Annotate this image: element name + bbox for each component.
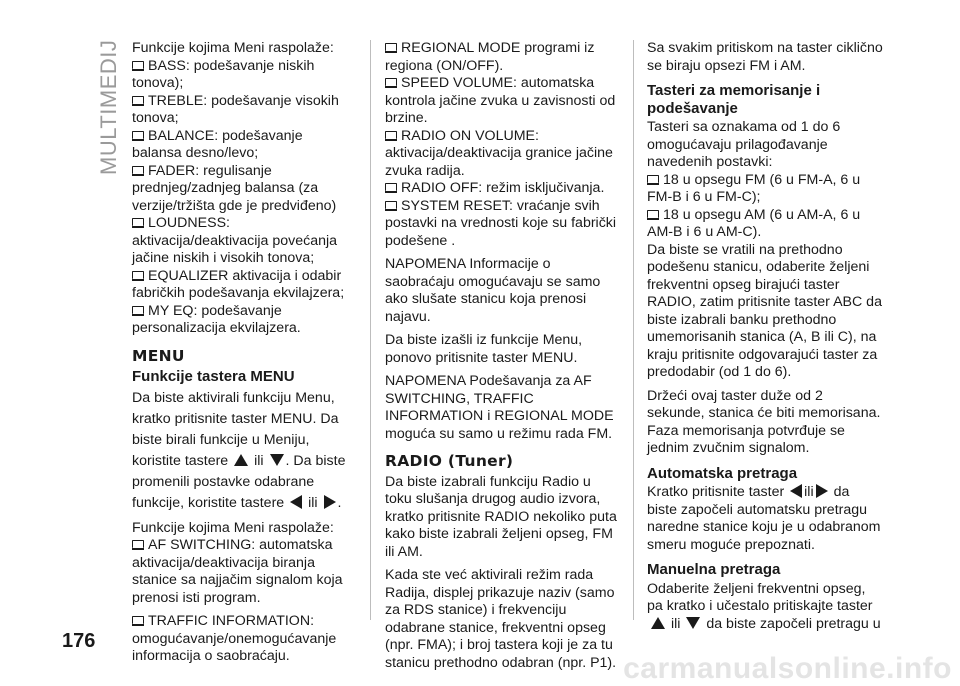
menu-subheading: Funkcije tastera MENU <box>132 368 295 385</box>
memory-paragraph: Držeći ovaj taster duže od 2 sekunde, stanica će biti memorisana. Faza memorisanja potvrđuje se jednim zvučnim signalom. <box>647 387 881 456</box>
list-item: LOUDNESS: aktivacija/deaktivacija povećanja jačine niskih i visokih tonova; <box>132 215 338 266</box>
bullet-icon <box>132 61 144 69</box>
column-divider <box>633 40 634 620</box>
bullet-icon <box>385 78 397 86</box>
menu-paragraph: Da biste aktivirali funkciju Menu, kratko pritisnite taster MENU. Da biste birali funkcije u Meniju, koristite tastere ili . Da biste promenili postavke odabrane funkcije, koristite tastere ili . <box>132 389 346 511</box>
column-divider <box>370 40 371 620</box>
list-item: EQUALIZER aktivacija i odabir fabričkih podešavanja ekvilajzera; <box>132 267 345 301</box>
arrow-up-icon <box>651 617 665 629</box>
column-3 <box>647 40 883 639</box>
intro-text: Funkcije kojima Meni raspolaže: <box>132 40 334 56</box>
memory-heading: Tasteri za memorisanje i podešavanje <box>647 82 821 117</box>
list-item: BALANCE: podešavanje balansa desno/levo; <box>132 127 303 161</box>
band-paragraph: Sa svakim pritiskom na taster ciklično se biraju opsezi FM i AM. <box>647 40 883 74</box>
bullet-icon <box>132 540 144 548</box>
list-item: 18 u opsegu FM (6 u FM-A, 6 u FM-B i 6 u FM-C); <box>647 171 861 205</box>
section-title: MULTIMEDIJ <box>96 40 121 176</box>
list-item: SYSTEM RESET: vraćanje svih postavki na vrednosti koje su fabrički podešene . <box>385 197 617 249</box>
bullet-icon <box>385 201 397 209</box>
radio-paragraph: Kada ste već aktivirali režim rada Radija, displej prikazuje naziv (samo za RDS stanice) i frekvenciju odabrane stanice, frekventni opseg (npr. FMA); i broj tastera koji je za tu stanicu prethodno odabran (npr. P1). <box>385 567 617 671</box>
arrow-left-icon <box>790 484 802 498</box>
watermark: carmanualsonline.info <box>623 652 952 685</box>
page-number: 176 <box>62 630 96 652</box>
list-item: MY EQ: podešavanje personalizacija ekvilajzera. <box>132 302 301 336</box>
bullet-icon <box>385 131 397 139</box>
list-item: RADIO ON VOLUME: aktivacija/deaktivacija granice jačine zvuka radija. <box>385 127 613 179</box>
list-item: TRAFFIC INFORMATION: omogućavanje/onemogućavanje informacija o saobraćaju. <box>132 613 337 664</box>
arrow-left-icon <box>290 495 302 509</box>
bullet-icon <box>132 166 144 174</box>
list-item: BASS: podešavanje niskih tonova); <box>132 57 315 91</box>
memory-paragraph: Tasteri sa oznakama od 1 do 6 omogućavaju prilagođavanje navedenih postavki: <box>647 119 841 170</box>
arrow-down-icon <box>270 454 284 466</box>
list-item: TREBLE: podešavanje visokih tonova; <box>132 92 339 126</box>
bullet-icon <box>647 210 659 218</box>
bullet-icon <box>132 306 144 314</box>
list-item: FADER: regulisanje prednjeg/zadnjeg balansa (za verzije/tržišta gde je predviđeno) <box>132 162 337 214</box>
memory-paragraph: Da biste se vratili na prethodno podešenu stanicu, odaberite željeni frekventni opseg birajući taster RADIO, zatim pritisnite taster ABC da biste izabrali banku prethodno umemorisanih stanica (A, B ili C), na kraju pritisnite odgovarajući taster za predodabir (od 1 do 6). <box>647 241 882 380</box>
column-1 <box>132 40 348 672</box>
bullet-icon <box>132 616 144 624</box>
column-2 <box>385 40 621 678</box>
bullet-icon <box>132 96 144 104</box>
arrow-right-icon <box>816 484 828 498</box>
list-item: AF SWITCHING: automatska aktivacija/deaktivacija biranja stanice sa najjačim signalom koja prenosi isti program. <box>132 537 343 606</box>
note-paragraph: Da biste izašli iz funkcije Menu, ponovo pritisnite taster MENU. <box>385 332 583 366</box>
bullet-icon <box>132 218 144 226</box>
auto-search-heading: Automatska pretraga <box>647 464 798 482</box>
bullet-icon <box>385 183 397 191</box>
auto-search-paragraph: Kratko pritisnite taster ili da biste započeli automatsku pretragu naredne stanice koju je u odabranom smeru moguće prepoznati. <box>647 484 881 553</box>
bullet-icon <box>132 271 144 279</box>
bullet-icon <box>132 131 144 139</box>
list-item: 18 u opsegu AM (6 u AM-A, 6 u AM-B i 6 u AM-C). <box>647 206 861 240</box>
radio-paragraph: Da biste izabrali funkciju Radio u toku slušanja drugog audio izvora, kratko pritisnite RADIO nekoliko puta kako biste izabrali željeni opseg, FM ili AM. <box>385 473 617 560</box>
note-paragraph: NAPOMENA Podešavanja za AF SWITCHING, TRAFFIC INFORMATION i REGIONAL MODE moguća su samo u režimu rada FM. <box>385 373 614 442</box>
arrow-right-icon <box>324 495 336 509</box>
arrow-down-icon <box>686 617 700 629</box>
list-item: SPEED VOLUME: automatska kontrola jačine zvuka u zavisnosti od brzine. <box>385 75 616 126</box>
manual-search-paragraph: Odaberite željeni frekventni opseg, pa kratko i učestalo pritiskajte taster ili da biste započeli pretragu u <box>647 580 881 632</box>
bullet-icon <box>385 43 397 51</box>
arrow-up-icon <box>234 454 248 466</box>
bullet-icon <box>647 175 659 183</box>
intro-text: Funkcije kojima Meni raspolaže: <box>132 519 334 536</box>
list-item: RADIO OFF: režim isključivanja. <box>385 180 621 198</box>
radio-heading: RADIO (Tuner) <box>385 452 514 470</box>
note-paragraph: NAPOMENA Informacije o saobraćaju omogućavaju se samo ako slušate stanicu koja prenosi najavu. <box>385 256 601 325</box>
manual-search-heading: Manuelna pretraga <box>647 561 781 578</box>
menu-heading: MENU <box>132 346 185 365</box>
list-item: REGIONAL MODE programi iz regiona (ON/OFF). <box>385 40 595 74</box>
